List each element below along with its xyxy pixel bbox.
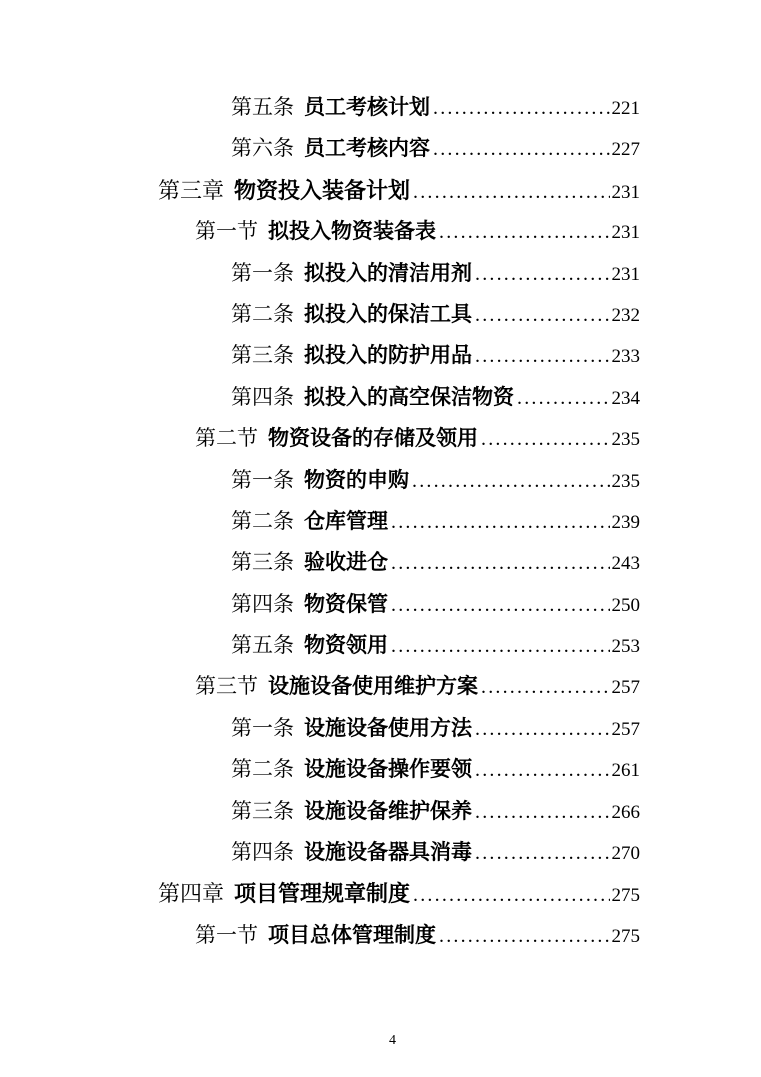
toc-entry-label: 第三章 [158, 177, 225, 203]
toc-entry-title: 物资设备的存储及领用 [268, 426, 478, 451]
toc-entry-label: 第三节 [195, 674, 258, 699]
toc-entry-page-number: 257 [611, 677, 640, 699]
toc-entry [158, 542, 640, 583]
toc-entry-title: 验收进仓 [304, 550, 388, 575]
toc-entry-title: 拟投入的高空保洁物资 [304, 384, 514, 409]
toc-entry-page-number: 232 [611, 304, 640, 326]
toc-entry-page-number: 231 [611, 222, 640, 244]
toc-entry-title: 物资投入装备计划 [234, 177, 411, 203]
toc-entry [158, 708, 640, 749]
dot-leader [475, 749, 610, 791]
dot-leader [433, 128, 610, 170]
dot-leader [475, 708, 610, 750]
toc-entry-page-number: 261 [611, 760, 640, 782]
toc-entry-title: 设施设备使用维护方案 [268, 674, 478, 699]
dot-leader [391, 625, 610, 667]
toc-entry [158, 915, 640, 956]
toc-entry-label: 第一节 [195, 922, 258, 947]
toc-entry [158, 335, 640, 376]
toc-entry [158, 87, 640, 128]
toc-entry-label: 第三条 [231, 550, 294, 575]
toc-entry [158, 253, 640, 294]
toc-entry-label: 第六条 [231, 136, 294, 161]
toc-entry-label: 第四条 [231, 591, 294, 616]
toc-entry-page-number: 235 [611, 429, 640, 451]
toc-entry-label: 第三条 [231, 343, 294, 368]
dot-leader [439, 211, 610, 253]
toc-entry-label: 第二条 [231, 301, 294, 326]
toc-entry-label: 第一条 [231, 260, 294, 285]
dot-leader [391, 584, 610, 626]
toc-entry-title: 设施设备使用方法 [304, 715, 472, 740]
dot-leader [439, 915, 610, 957]
toc-entry-title: 拟投入的保洁工具 [304, 301, 472, 326]
toc-entry-page-number: 231 [611, 181, 640, 203]
toc-entry [158, 625, 640, 666]
toc-entry-label: 第三条 [231, 798, 294, 823]
toc-entry-title: 物资领用 [304, 633, 388, 658]
toc-entry-title: 员工考核内容 [304, 136, 430, 161]
dot-leader [413, 873, 609, 916]
footer-page-number: 4 [389, 1033, 396, 1048]
dot-leader [391, 542, 610, 584]
dot-leader [475, 335, 610, 377]
toc-entry [158, 418, 640, 459]
toc-entry-title: 拟投入的清洁用剂 [304, 260, 472, 285]
toc-entry-title: 项目管理规章制度 [234, 881, 411, 907]
toc-entry-title: 设施设备维护保养 [304, 798, 472, 823]
toc-entry-page-number: 227 [611, 139, 640, 161]
toc-entry-title: 物资的申购 [304, 467, 409, 492]
dot-leader [475, 253, 610, 295]
dot-leader [475, 791, 610, 833]
toc-entry [158, 832, 640, 873]
dot-leader [433, 87, 610, 129]
dot-leader [475, 294, 610, 336]
toc-entry-label: 第二节 [195, 426, 258, 451]
toc-entry [158, 666, 640, 707]
toc-entry-page-number: 221 [611, 98, 640, 119]
toc-entry-label: 第五条 [231, 95, 294, 119]
toc-entry-label: 第二条 [231, 757, 294, 782]
dot-leader [475, 832, 610, 874]
toc-entry-page-number: 275 [611, 885, 640, 907]
toc-entry [158, 460, 640, 501]
toc-entry-page-number: 270 [611, 843, 640, 865]
dot-leader [413, 170, 609, 213]
dot-leader [412, 460, 610, 502]
toc-entry-page-number: 266 [611, 801, 640, 823]
toc-entry-page-number: 253 [611, 636, 640, 658]
dot-leader [391, 501, 610, 543]
toc-entry [158, 170, 640, 211]
toc-entry-page-number: 275 [611, 925, 640, 947]
toc-entry-label: 第一条 [231, 467, 294, 492]
toc-entry [158, 128, 640, 169]
toc-entry [158, 211, 640, 252]
toc-entry-title: 设施设备操作要领 [304, 757, 472, 782]
toc-entry-label: 第四章 [158, 881, 225, 907]
toc-entry-label: 第一条 [231, 715, 294, 740]
toc-entry-label: 第一节 [195, 219, 258, 244]
toc-entry-label: 第二条 [231, 508, 294, 533]
toc-entry-title: 拟投入物资装备表 [268, 219, 436, 244]
toc-entry-label: 第四条 [231, 840, 294, 865]
toc-entry-page-number: 233 [611, 346, 640, 368]
dot-leader [481, 418, 610, 460]
toc-entry-label: 第四条 [231, 384, 294, 409]
toc-entry-page-number: 235 [611, 470, 640, 492]
toc-entry [158, 294, 640, 335]
toc-entry-title: 拟投入的防护用品 [304, 343, 472, 368]
toc-entry-title: 员工考核计划 [304, 95, 430, 119]
toc-entry-page-number: 250 [611, 594, 640, 616]
toc-entry-title: 设施设备器具消毒 [304, 840, 472, 865]
toc-entry [158, 873, 640, 914]
toc-entry-title: 物资保管 [304, 591, 388, 616]
toc-entry-title: 项目总体管理制度 [268, 922, 436, 947]
dot-leader [517, 377, 610, 419]
toc-entry [158, 584, 640, 625]
toc-entry-label: 第五条 [231, 633, 294, 658]
toc-entry-page-number: 239 [611, 511, 640, 533]
toc-entry-page-number: 231 [611, 263, 640, 285]
toc-entry [158, 377, 640, 418]
toc-entry-title: 仓库管理 [304, 508, 388, 533]
dot-leader [481, 666, 610, 708]
table-of-contents [158, 87, 640, 956]
toc-entry [158, 501, 640, 542]
toc-entry-page-number: 243 [611, 553, 640, 575]
toc-entry [158, 749, 640, 790]
toc-entry [158, 791, 640, 832]
toc-entry-page-number: 257 [611, 718, 640, 740]
toc-entry-page-number: 234 [611, 387, 640, 409]
